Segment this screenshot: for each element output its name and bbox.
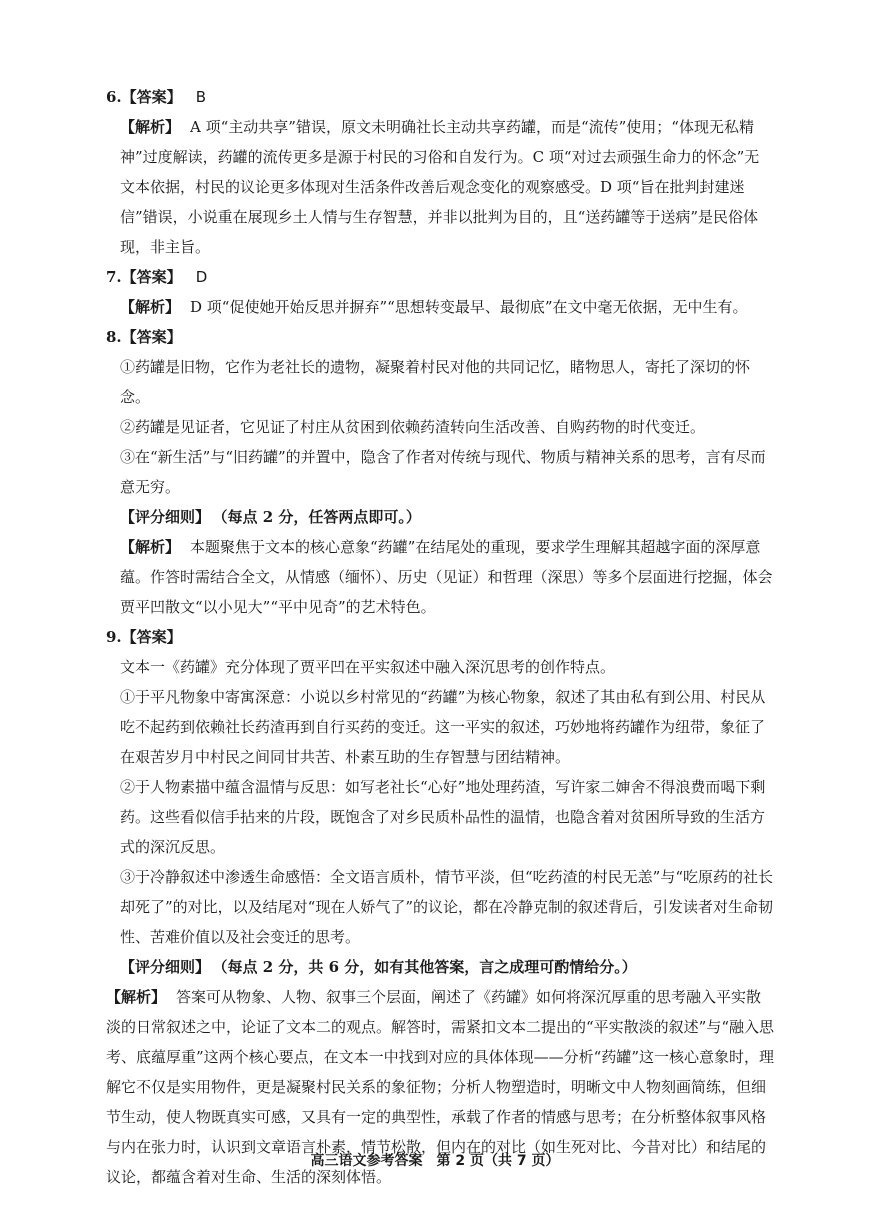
q9-score-text: （每点 2 分，共 6 分，如有其他答案，言之成理可酌情给分。） bbox=[220, 958, 637, 976]
q7-answer: D bbox=[195, 268, 208, 286]
q7-number: 7. bbox=[106, 268, 122, 286]
q6-answer: B bbox=[195, 88, 206, 106]
q8-analysis-tag: 【解析】 bbox=[120, 538, 181, 556]
q9-analysis-text: 答案可从物象、人物、叙事三个层面，阐述了《药罐》如何将深沉厚重的思考融入平实散淡的日常叙述之中，论证了文本二的观点。解答时，需紧扣文本二提出的“平实散淡的叙述”与“融入思考、底蕴厚重”这两个核心要点，在文本一中找到对应的具体体现——分析“药罐”这一核心意象时，理解它不仅是实用物件，更是凝聚村民关系的象征物；分析人物塑造时，明晰文中人物刻画简练，但细节生动，使人物既真实可感，又具有一定的典型性，承载了作者的情感与思考；在分析整体叙事风格与内在张力时，认识到文章语言朴素，情节松散，但内在的对比（如生死对比、今昔对比）和结尾的议论，都蕴含着对生命、生活的深刻体悟。 bbox=[106, 988, 775, 1186]
q7-answer-label: 【答案】 bbox=[121, 268, 182, 286]
q7-answer-line bbox=[106, 262, 774, 292]
q8-answer-label: 【答案】 bbox=[121, 328, 182, 346]
q9-point: ①于平凡物象中寄寓深意：小说以乡村常见的“药罐”为核心物象，叙述了其由私有到公用、村民从吃不起药到依赖社长药渣再到自行买药的变迁。这一平实的叙述，巧妙地将药罐作为纽带，象征了在艰苦岁月中村民之间同甘共苦、朴素互助的生存智慧与团结精神。 bbox=[120, 688, 766, 766]
q8-score-text: （每点 2 分，任答两点即可。） bbox=[220, 508, 421, 526]
q9-point: ②于人物素描中蕴含温情与反思：如写老社长“心好”地处理药渣，写许家二婶舍不得浪费而喝下剩药。这些看似信手拈来的片段，既饱含了对乡民质朴品性的温情，也隐含着对贫困所导致的生活方式的深沉反思。 bbox=[120, 778, 766, 856]
q6-analysis-text: A 项“主动共享”错误，原文未明确社长主动共享药罐，而是“流传”使用；“体现无私精神”过度解读，药罐的流传更多是源于村民的习俗和自发行为。C 项“对过去顽强生命力的怀念”无文本依据，村民的议论更多体现对生活条件改善后观念变化的观察感受。D 项“旨在批判封建迷信”错误，小说重在展现乡土人情与生存智慧，并非以批判为目的，且“送药罐等于送病”是民俗体现，非主旨。 bbox=[120, 118, 760, 256]
q9-score-rule bbox=[106, 952, 774, 982]
q9-number: 9. bbox=[106, 628, 122, 646]
q8-score-rule bbox=[106, 502, 774, 532]
q7-analysis-tag: 【解析】 bbox=[120, 298, 181, 316]
q9-answer-line bbox=[106, 622, 774, 652]
q7-analysis bbox=[106, 292, 774, 322]
q8-analysis bbox=[106, 532, 774, 622]
q8-point: ③在“新生活”与“旧药罐”的并置中，隐含了作者对传统与现代、物质与精神关系的思考，言有尽而意无穷。 bbox=[120, 448, 766, 496]
q6-number: 6. bbox=[106, 88, 122, 106]
q9-answer-label: 【答案】 bbox=[121, 628, 182, 646]
q8-number: 8. bbox=[106, 328, 122, 346]
q9-point: ③于冷静叙述中渗透生命感悟：全文语言质朴，情节平淡，但“吃药渣的村民无恙”与“吃原药的社长却死了”的对比，以及结尾对“现在人娇气了”的议论，都在冷静克制的叙述背后，引发读者对生命韧性、苦难价值以及社会变迁的思考。 bbox=[120, 868, 774, 946]
q6-analysis bbox=[106, 112, 774, 262]
page-footer: 高三语文参考答案 第 2 页（共 7 页） bbox=[310, 1153, 560, 1169]
q8-score-tag: 【评分细则】 bbox=[120, 508, 211, 526]
q9-score-tag: 【评分细则】 bbox=[120, 958, 211, 976]
q6-analysis-tag: 【解析】 bbox=[120, 118, 181, 136]
q8-point: ①药罐是旧物，它作为老社长的遗物，凝聚着村民对他的共同记忆，睹物思人，寄托了深切的怀念。 bbox=[120, 358, 751, 406]
q7-analysis-text: D 项“促使她开始反思并摒弃”“思想转变最早、最彻底”在文中毫无依据，无中生有。 bbox=[190, 298, 748, 316]
q9-analysis-tag: 【解析】 bbox=[106, 988, 167, 1006]
q6-answer-line bbox=[106, 82, 774, 112]
q9-intro: 文本一《药罐》充分体现了贾平凹在平实叙述中融入深沉思考的创作特点。 bbox=[120, 658, 616, 676]
q8-analysis-text: 本题聚焦于文本的核心意象“药罐”在结尾处的重现，要求学生理解其超越字面的深厚意蕴。作答时需结合全文，从情感（缅怀）、历史（见证）和哲理（深思）等多个层面进行挖掘，体会贾平凹散文“以小见大”“平中见奇”的艺术特色。 bbox=[120, 538, 773, 616]
q8-point: ②药罐是见证者，它见证了村庄从贫困到依赖药渣转向生活改善、自购药物的时代变迁。 bbox=[120, 418, 706, 436]
q6-answer-label: 【答案】 bbox=[121, 88, 182, 106]
q8-answer-line bbox=[106, 322, 774, 352]
